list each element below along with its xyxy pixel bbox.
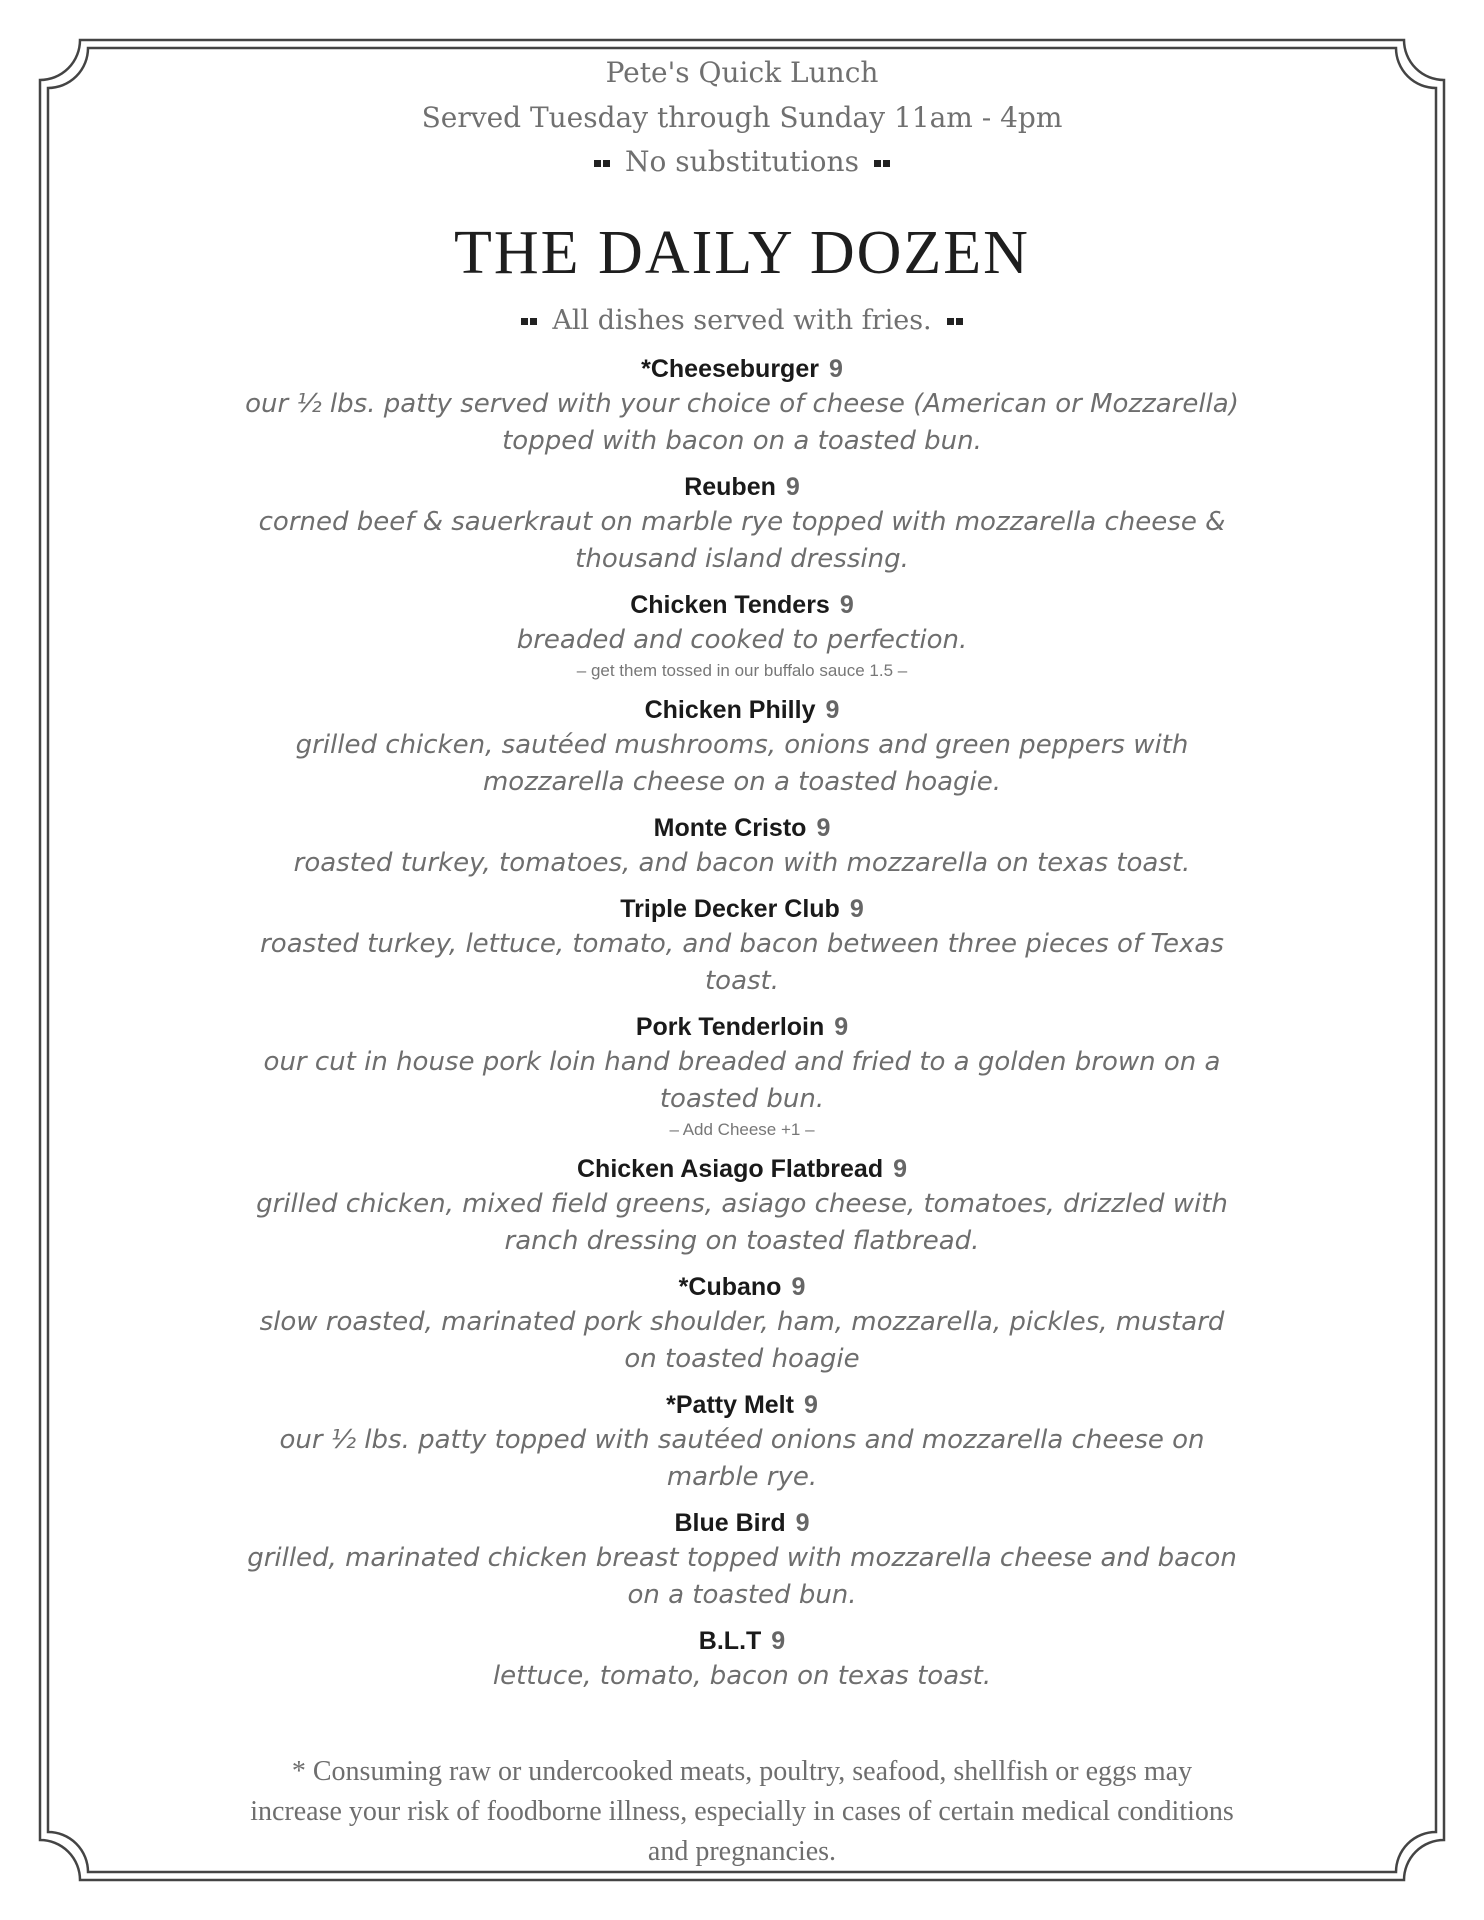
item-name: Triple Decker Club bbox=[620, 895, 840, 923]
item-name: Pork Tenderloin bbox=[635, 1013, 825, 1041]
item-addon-note: – Add Cheese +1 – bbox=[669, 1120, 815, 1139]
item-description: grilled, marinated chicken breast topped with mozzarella cheese and bacon on a toasted bun. bbox=[247, 1543, 1237, 1610]
menu-title: THE DAILY DOZEN bbox=[454, 219, 1030, 287]
item-name: *Cheeseburger bbox=[641, 355, 819, 383]
item-name: B.L.T bbox=[698, 1627, 762, 1655]
item-name: Monte Cristo bbox=[653, 814, 807, 842]
item-description: our cut in house pork loin hand breaded and fried to a golden brown on a toasted bun. bbox=[263, 1047, 1221, 1114]
menu-item bbox=[230, 1152, 1254, 1260]
item-price: 9 bbox=[791, 1273, 806, 1301]
item-description: slow roasted, marinated pork shoulder, ham, mozzarella, pickles, mustard on toasted hoagie bbox=[259, 1307, 1225, 1374]
item-description: grilled chicken, sautéed mushrooms, onions and green peppers with mozzarella cheese on a toasted hoagie. bbox=[295, 730, 1189, 797]
menu-item bbox=[230, 811, 1254, 882]
item-price: 9 bbox=[893, 1155, 907, 1183]
item-description: our ½ lbs. patty served with your choice of cheese (American or Mozzarella) topped with bacon on a toasted bun. bbox=[245, 389, 1239, 456]
item-price: 9 bbox=[795, 1509, 810, 1537]
item-price: 9 bbox=[803, 1391, 818, 1419]
menu-item bbox=[230, 470, 1254, 578]
item-description: grilled chicken, mixed field greens, asiago cheese, tomatoes, drizzled with ranch dressing on toasted flatbread. bbox=[256, 1189, 1228, 1256]
subtitle-text: All dishes served with fries. bbox=[552, 305, 932, 336]
item-description: corned beef & sauerkraut on marble rye topped with mozzarella cheese & thousand island dressing. bbox=[258, 507, 1226, 574]
policy-line bbox=[0, 145, 1484, 178]
menu-item bbox=[230, 588, 1254, 683]
menu-item bbox=[230, 693, 1254, 801]
item-name: *Patty Melt bbox=[666, 1391, 794, 1419]
item-price: 9 bbox=[816, 814, 831, 842]
item-name: *Cubano bbox=[678, 1273, 782, 1301]
bullet-ornament-icon bbox=[520, 305, 538, 336]
policy-text: No substitutions bbox=[625, 145, 859, 178]
item-price: 9 bbox=[834, 1013, 849, 1041]
item-name: Reuben bbox=[684, 473, 776, 501]
bullet-ornament-icon bbox=[593, 145, 611, 178]
item-name: Chicken Tenders bbox=[630, 591, 830, 619]
menu-item bbox=[230, 1010, 1254, 1142]
menu-item bbox=[230, 1506, 1254, 1614]
menu-items bbox=[230, 352, 1254, 1705]
item-description: roasted turkey, lettuce, tomato, and bacon between three pieces of Texas toast. bbox=[260, 929, 1224, 996]
item-name: Chicken Philly bbox=[644, 696, 816, 724]
item-description: breaded and cooked to perfection. bbox=[516, 625, 968, 655]
item-price: 9 bbox=[839, 591, 854, 619]
item-name: Chicken Asiago Flatbread bbox=[577, 1155, 884, 1183]
item-name: Blue Bird bbox=[674, 1509, 786, 1537]
menu-item bbox=[230, 1270, 1254, 1378]
item-description: roasted turkey, tomatoes, and bacon with mozzarella on texas toast. bbox=[293, 848, 1191, 878]
item-price: 9 bbox=[828, 355, 843, 383]
item-description: our ½ lbs. patty topped with sautéed onions and mozzarella cheese on marble rye. bbox=[279, 1425, 1205, 1492]
bullet-ornament-icon bbox=[946, 305, 964, 336]
item-price: 9 bbox=[849, 895, 864, 923]
food-safety-disclaimer: * Consuming raw or undercooked meats, poultry, seafood, shellfish or eggs may increase your risk of foodborne illness, especially in cases of certain medical conditions and pregnancies. bbox=[250, 1756, 1234, 1867]
service-hours: Served Tuesday through Sunday 11am - 4pm bbox=[421, 101, 1063, 134]
restaurant-name: Pete's Quick Lunch bbox=[605, 56, 879, 89]
item-addon-note: – get them tossed in our buffalo sauce 1.5 – bbox=[576, 661, 908, 680]
item-price: 9 bbox=[771, 1627, 786, 1655]
menu-item bbox=[230, 1624, 1254, 1695]
item-description: lettuce, tomato, bacon on texas toast. bbox=[492, 1661, 992, 1691]
menu-item bbox=[230, 1388, 1254, 1496]
bullet-ornament-icon bbox=[873, 145, 891, 178]
item-price: 9 bbox=[825, 696, 840, 724]
menu-item bbox=[230, 352, 1254, 460]
menu-item bbox=[230, 892, 1254, 1000]
item-price: 9 bbox=[785, 473, 800, 501]
menu-subtitle bbox=[0, 305, 1484, 336]
